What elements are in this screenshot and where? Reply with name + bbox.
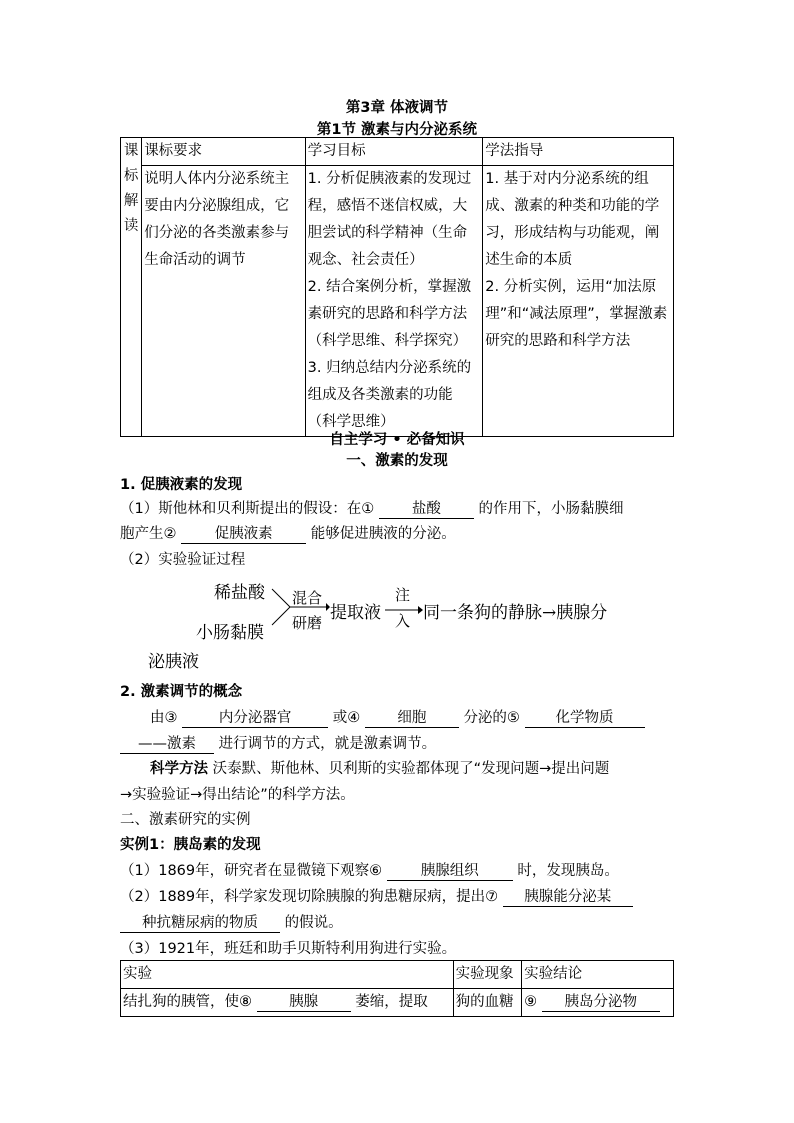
method-line-2: →实验验证→得出结论”的科学方法。 (120, 787, 355, 803)
header-requirement: 课标要求 (142, 138, 305, 166)
hypothesis-text-b: 的作用下，小肠黏膜细 (478, 501, 624, 517)
method-text-a: 沃泰默、斯他林、贝利斯的实验都体现了“发现问题→提出问题 (212, 761, 610, 777)
method-line-1 (150, 757, 609, 778)
insulin-text-c: （2）1889年，科学家发现切除胰腺的狗患糖尿病，提出⑦ (120, 889, 499, 905)
exp-text-a: 结扎狗的胰管，使⑧ (123, 994, 252, 1010)
concept-text-b: 或④ (332, 710, 361, 726)
experiment-heading: （2）实验验证过程 (120, 552, 246, 568)
insulin-text-d: 的假说。 (284, 915, 343, 931)
concept-text-d: 进行调节的方式，就是激素调节。 (218, 736, 437, 752)
chapter-title: 第3章 体液调节 (345, 100, 449, 116)
guidance-2: 2. 分析实例，运用“加法原理”和“减法原理”，掌握激素研究的思路和科学方法 (485, 279, 668, 349)
insulin-line-2 (120, 885, 633, 907)
hypothesis-text-c: 胞产生② (120, 526, 177, 542)
flow-inject-top: 注 (395, 586, 411, 604)
header-objectives: 学习目标 (305, 138, 483, 166)
concept-line-2 (120, 732, 436, 754)
concept-text-a: 由③ (150, 710, 178, 726)
insulin-line-3 (120, 911, 343, 933)
flow-input-hcl: 稀盐酸 (214, 583, 265, 603)
hypothesis-line-2 (120, 522, 456, 544)
header-guidance: 学法指导 (483, 138, 674, 166)
heading-concept: 2. 激素调节的概念 (120, 684, 243, 700)
flow-input-mucosa: 小肠黏膜 (196, 623, 264, 643)
objective-2: 2. 结合案例分析，掌握激素研究的思路和科学方法（科学思维、科学探究） (307, 279, 472, 349)
flow-extract: 提取液 (330, 603, 381, 623)
answer-9: 胰岛分泌物 (542, 993, 660, 1012)
flow-inject-bottom: 入 (395, 612, 411, 630)
flow-op-mix: 混合 (292, 589, 323, 607)
answer-4: 细胞 (365, 709, 459, 728)
subtitle-discovery: 一、激素的发现 (346, 453, 448, 469)
hypothesis-line-1 (120, 497, 623, 519)
insulin-line-1 (120, 859, 619, 881)
heading-insulin: 实例1：胰岛素的发现 (120, 837, 261, 853)
exp-row-phenomenon: 狗的血糖 (453, 989, 521, 1017)
answer-1: 盐酸 (379, 500, 474, 519)
exp-text-b: 萎缩，提取 (355, 994, 428, 1010)
objective-3: 3. 归纳总结内分泌系统的组成及各类激素的功能（科学思维） (307, 360, 472, 430)
insulin-text-a: （1）1869年，研究者在显微镜下观察⑥ (120, 863, 383, 879)
experiment-table (120, 960, 674, 1017)
guidance-cell (483, 166, 674, 437)
answer-8: 胰腺 (257, 993, 351, 1012)
requirement-cell: 说明人体内分泌系统主要由内分泌腺组成，它们分泌的各类激素参与生命活动的调节 (142, 166, 305, 437)
hypothesis-text-d: 能够促进胰液的分泌。 (310, 526, 456, 542)
flow-dog: 同一条狗的静脉→胰腺分 (423, 603, 608, 623)
insulin-line-4: （3）1921年，班廷和助手贝斯特利用狗进行实验。 (120, 941, 457, 957)
concept-line-1 (150, 706, 645, 728)
heading-secretin: 1. 促胰液素的发现 (120, 477, 243, 493)
flow-op-grind: 研磨 (292, 614, 323, 632)
section-title: 第1节 激素与内分泌系统 (316, 122, 478, 138)
answer-3: 内分泌器官 (182, 709, 328, 728)
exp-conclusion-mark: ⑨ (524, 994, 538, 1010)
part-title: 自主学习 • 必备知识 (329, 432, 465, 448)
subtitle-examples: 二、激素研究的实例 (120, 812, 251, 828)
insulin-text-b: 时，发现胰岛。 (517, 863, 619, 879)
exp-row-experiment (121, 989, 454, 1017)
objectives-cell (305, 166, 483, 437)
answer-7b: 种抗糖尿病的物质 (120, 914, 280, 933)
guidance-1: 1. 基于对内分泌系统的组成、激素的种类和功能的学习，形成结构与功能观，阐述生命的本质 (485, 171, 660, 268)
curriculum-table (120, 137, 674, 437)
exp-row-conclusion (522, 989, 674, 1017)
exp-header-experiment: 实验 (121, 961, 454, 989)
hypothesis-text-a: （1）斯他林和贝利斯提出的假设：在① (120, 501, 375, 517)
exp-header-conclusion: 实验结论 (522, 961, 674, 989)
side-label: 课标解读 (121, 138, 142, 437)
flow-result: 泌胰液 (148, 652, 199, 672)
answer-6: 胰腺组织 (387, 862, 513, 881)
answer-5a: 化学物质 (525, 709, 645, 728)
objective-1: 1. 分析促胰液素的发现过程，感悟不迷信权威，大胆尝试的科学精神（生命观念、社会责任） (307, 171, 472, 268)
answer-7a: 胰腺能分泌某 (503, 888, 633, 907)
answer-5b: ——激素 (120, 735, 214, 754)
answer-2: 促胰液素 (181, 525, 306, 544)
method-label: 科学方法 (150, 761, 208, 777)
exp-header-phenomenon: 实验现象 (453, 961, 521, 989)
concept-text-c: 分泌的⑤ (463, 710, 520, 726)
